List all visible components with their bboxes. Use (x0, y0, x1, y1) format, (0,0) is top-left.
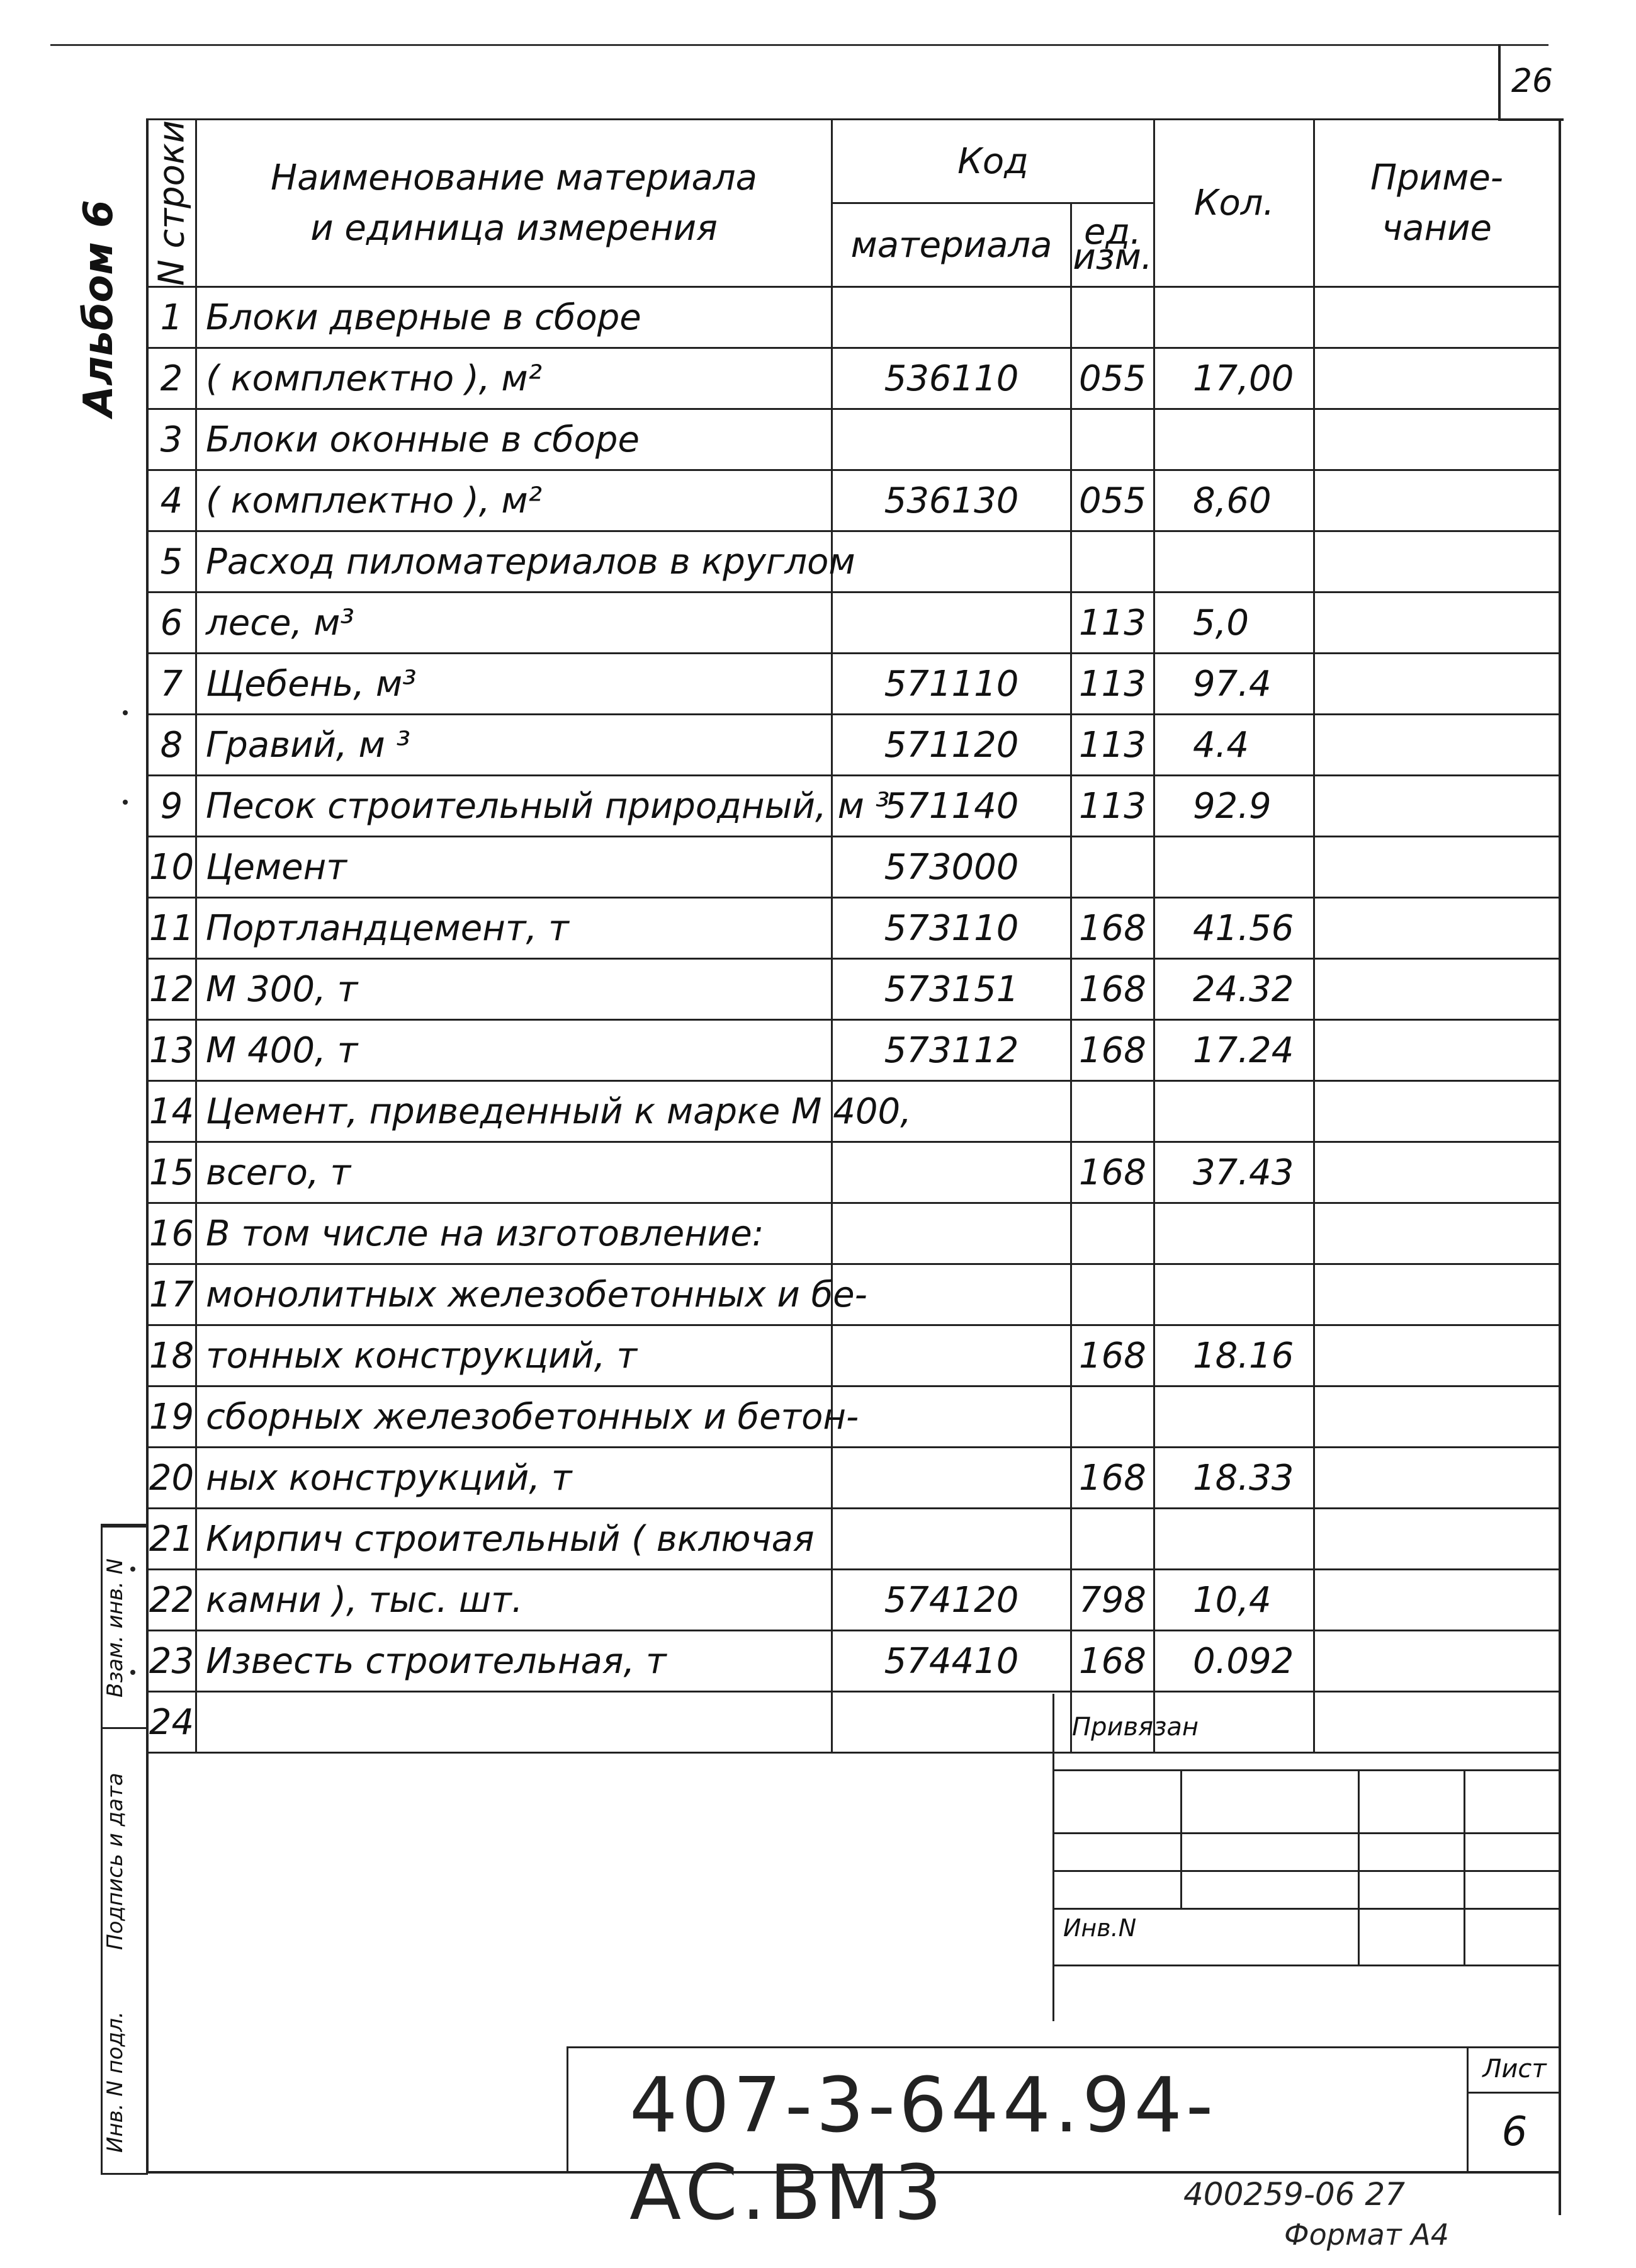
quantity: 0.092 (1154, 1631, 1314, 1692)
row-number: 15 (147, 1142, 196, 1203)
table-row (147, 1448, 1560, 1509)
quantity: 17.24 (1154, 1020, 1314, 1081)
material-code: 571140 (832, 776, 1071, 837)
row-number: 5 (147, 531, 196, 593)
header-code-unit: ед. изм. (1071, 203, 1154, 287)
material-code: 571110 (832, 654, 1071, 715)
note (1314, 1081, 1560, 1142)
material-code (832, 1386, 1071, 1448)
material-code: 573110 (832, 898, 1071, 959)
row-number: 10 (147, 837, 196, 898)
note (1314, 654, 1560, 715)
row-number: 13 (147, 1020, 196, 1081)
table-row (147, 715, 1560, 776)
material-name: ( комплектно ), м² (196, 348, 832, 409)
material-code (832, 1325, 1071, 1386)
material-name: камни ), тыс. шт. (196, 1570, 832, 1631)
material-code: 574410 (832, 1631, 1071, 1692)
material-name: Песок строительный природный, м ³ (196, 776, 832, 837)
unit-code: 168 (1071, 1142, 1154, 1203)
album-label: Альбом 6 (76, 200, 122, 417)
note (1314, 593, 1560, 654)
note (1314, 531, 1560, 593)
row-number: 1 (147, 287, 196, 348)
material-name: Щебень, м³ (196, 654, 832, 715)
row-number: 12 (147, 959, 196, 1020)
material-code: 573151 (832, 959, 1071, 1020)
note (1314, 1448, 1560, 1509)
table-row (147, 1570, 1560, 1631)
table-row (147, 348, 1560, 409)
header-code: Код (832, 120, 1154, 203)
material-code (832, 1448, 1071, 1509)
quantity (1154, 1203, 1314, 1264)
sheet-value: 6 (1501, 2109, 1528, 2155)
quantity: 10,4 (1154, 1570, 1314, 1631)
material-name: монолитных железобетонных и бе- (196, 1264, 832, 1325)
unit-code: 113 (1071, 715, 1154, 776)
scan-dot (123, 710, 128, 715)
quantity (1154, 1081, 1314, 1142)
scan-dot (130, 1567, 135, 1572)
material-name: Блоки оконные в сборе (196, 409, 832, 470)
table-row (147, 1325, 1560, 1386)
scan-dot (123, 800, 128, 805)
material-name: Кирпич строительный ( включая (196, 1509, 832, 1570)
side-inv-podl: Инв. N подл. (103, 2011, 128, 2153)
material-name: сборных железобетонных и бетон- (196, 1386, 832, 1448)
material-code: 573112 (832, 1020, 1071, 1081)
quantity: 92.9 (1154, 776, 1314, 837)
quantity: 97.4 (1154, 654, 1314, 715)
table-row (147, 1509, 1560, 1570)
unit-code: 798 (1071, 1570, 1154, 1631)
document-code: 407-3-644.94-АС.ВМ3 (629, 2062, 1217, 2237)
note (1314, 409, 1560, 470)
quantity: 5,0 (1154, 593, 1314, 654)
header-name-line1: Наименование материала (271, 157, 757, 198)
note (1314, 1325, 1560, 1386)
material-code (832, 1509, 1071, 1570)
material-code: 536110 (832, 348, 1071, 409)
row-number: 23 (147, 1631, 196, 1692)
unit-code: 168 (1071, 959, 1154, 1020)
material-name: лесе, м³ (196, 593, 832, 654)
header-note (1314, 120, 1560, 287)
title-block (1052, 1694, 1560, 2021)
note (1314, 1631, 1560, 1692)
header-name (196, 120, 832, 287)
quantity: 41.56 (1154, 898, 1314, 959)
row-number: 22 (147, 1570, 196, 1631)
quantity (1154, 1509, 1314, 1570)
quantity: 4.4 (1154, 715, 1314, 776)
row-number: 3 (147, 409, 196, 470)
row-number: 6 (147, 593, 196, 654)
material-code: 536130 (832, 470, 1071, 531)
table-row (147, 1020, 1560, 1081)
unit-code: 113 (1071, 654, 1154, 715)
materials-table (146, 118, 1560, 1754)
row-number: 8 (147, 715, 196, 776)
material-code (832, 593, 1071, 654)
quantity: 8,60 (1154, 470, 1314, 531)
note (1314, 1570, 1560, 1631)
table-row (147, 593, 1560, 654)
table-row (147, 837, 1560, 898)
unit-code (1071, 837, 1154, 898)
row-number: 21 (147, 1509, 196, 1570)
row-number: 9 (147, 776, 196, 837)
material-name: В том числе на изготовление: (196, 1203, 832, 1264)
row-number: 18 (147, 1325, 196, 1386)
left-border-line (146, 118, 149, 2171)
table-row (147, 531, 1560, 593)
table-row (147, 1631, 1560, 1692)
top-border-line (50, 44, 1549, 46)
note (1314, 837, 1560, 898)
material-code: 573000 (832, 837, 1071, 898)
note (1314, 898, 1560, 959)
note (1314, 348, 1560, 409)
unit-code: 113 (1071, 593, 1154, 654)
quantity (1154, 837, 1314, 898)
inv-no-label: Инв.N (1063, 1914, 1137, 1942)
material-code (832, 287, 1071, 348)
note (1314, 959, 1560, 1020)
note (1314, 1203, 1560, 1264)
row-number: 11 (147, 898, 196, 959)
quantity (1154, 531, 1314, 593)
unit-code (1071, 287, 1154, 348)
material-code (832, 1142, 1071, 1203)
privyazan-label: Привязан (1072, 1713, 1199, 1742)
material-name: М 400, т (196, 1020, 832, 1081)
unit-code (1071, 1203, 1154, 1264)
table-row (147, 287, 1560, 348)
side-vzam-inv: Взам. инв. N (103, 1526, 148, 1729)
header-code-material: материала (832, 203, 1071, 287)
material-code (832, 1264, 1071, 1325)
quantity (1154, 287, 1314, 348)
note (1314, 1509, 1560, 1570)
material-name: Расход пиломатериалов в круглом (196, 531, 832, 593)
material-name: Цемент, приведенный к марке М 400, (196, 1081, 832, 1142)
table-row (147, 1142, 1560, 1203)
unit-code: 168 (1071, 1020, 1154, 1081)
header-qty: Кол. (1154, 120, 1314, 287)
material-code (832, 1692, 1071, 1753)
material-code (832, 1203, 1071, 1264)
header-note-line1: Приме- (1370, 157, 1503, 198)
table-row (147, 1203, 1560, 1264)
unit-code (1071, 1264, 1154, 1325)
scan-dot (130, 1670, 135, 1675)
note (1314, 776, 1560, 837)
row-number: 17 (147, 1264, 196, 1325)
note (1314, 1264, 1560, 1325)
sheet-box (1467, 2046, 1560, 2171)
note (1314, 1020, 1560, 1081)
header-note-line2: чание (1382, 207, 1492, 249)
material-name: Гравий, м ³ (196, 715, 832, 776)
row-number: 14 (147, 1081, 196, 1142)
note (1314, 1386, 1560, 1448)
unit-code: 055 (1071, 348, 1154, 409)
material-code (832, 409, 1071, 470)
unit-code (1071, 1509, 1154, 1570)
quantity: 37.43 (1154, 1142, 1314, 1203)
unit-code: 055 (1071, 470, 1154, 531)
table-row (147, 1386, 1560, 1448)
row-number: 24 (147, 1692, 196, 1753)
note (1314, 1142, 1560, 1203)
material-name: Цемент (196, 837, 832, 898)
unit-code (1071, 1386, 1154, 1448)
row-number: 19 (147, 1386, 196, 1448)
format-label: Формат А4 (1284, 2218, 1449, 2252)
quantity: 18.16 (1154, 1325, 1314, 1386)
row-number: 16 (147, 1203, 196, 1264)
note (1314, 715, 1560, 776)
material-name (196, 1692, 832, 1753)
unit-code: 168 (1071, 898, 1154, 959)
material-name: тонных конструкций, т (196, 1325, 832, 1386)
table-row (147, 898, 1560, 959)
unit-code: 168 (1071, 1325, 1154, 1386)
table-row (147, 1081, 1560, 1142)
side-signature-date: Подпись и дата (103, 1727, 148, 1993)
unit-code (1071, 1081, 1154, 1142)
material-name: ( комплектно ), м² (196, 470, 832, 531)
row-number: 4 (147, 470, 196, 531)
table-row (147, 409, 1560, 470)
quantity: 18.33 (1154, 1448, 1314, 1509)
quantity (1154, 409, 1314, 470)
quantity: 17,00 (1154, 348, 1314, 409)
material-name: Известь строительная, т (196, 1631, 832, 1692)
table-row (147, 959, 1560, 1020)
header-row-number: N строки (147, 120, 196, 287)
quantity (1154, 1264, 1314, 1325)
table-row (147, 470, 1560, 531)
archive-stamp: 400259-06 27 (1183, 2176, 1406, 2213)
row-number: 7 (147, 654, 196, 715)
material-code (832, 531, 1071, 593)
material-name: М 300, т (196, 959, 832, 1020)
quantity: 24.32 (1154, 959, 1314, 1020)
row-number: 2 (147, 348, 196, 409)
quantity (1154, 1386, 1314, 1448)
row-number: 20 (147, 1448, 196, 1509)
material-name: Блоки дверные в сборе (196, 287, 832, 348)
material-name: ных конструкций, т (196, 1448, 832, 1509)
sheet-number: 26 (1498, 44, 1564, 121)
material-name: Портландцемент, т (196, 898, 832, 959)
material-code: 574120 (832, 1570, 1071, 1631)
unit-code (1071, 409, 1154, 470)
sheet-label: Лист (1469, 2046, 1560, 2094)
header-name-line2: и единица измерения (310, 207, 718, 249)
table-row (147, 654, 1560, 715)
side-stamp (101, 1524, 148, 2175)
material-name: всего, т (196, 1142, 832, 1203)
note (1314, 287, 1560, 348)
unit-code: 168 (1071, 1448, 1154, 1509)
table-row (147, 1264, 1560, 1325)
note (1314, 470, 1560, 531)
table-row (147, 776, 1560, 837)
material-code: 571120 (832, 715, 1071, 776)
unit-code: 168 (1071, 1631, 1154, 1692)
unit-code: 113 (1071, 776, 1154, 837)
unit-code (1071, 531, 1154, 593)
